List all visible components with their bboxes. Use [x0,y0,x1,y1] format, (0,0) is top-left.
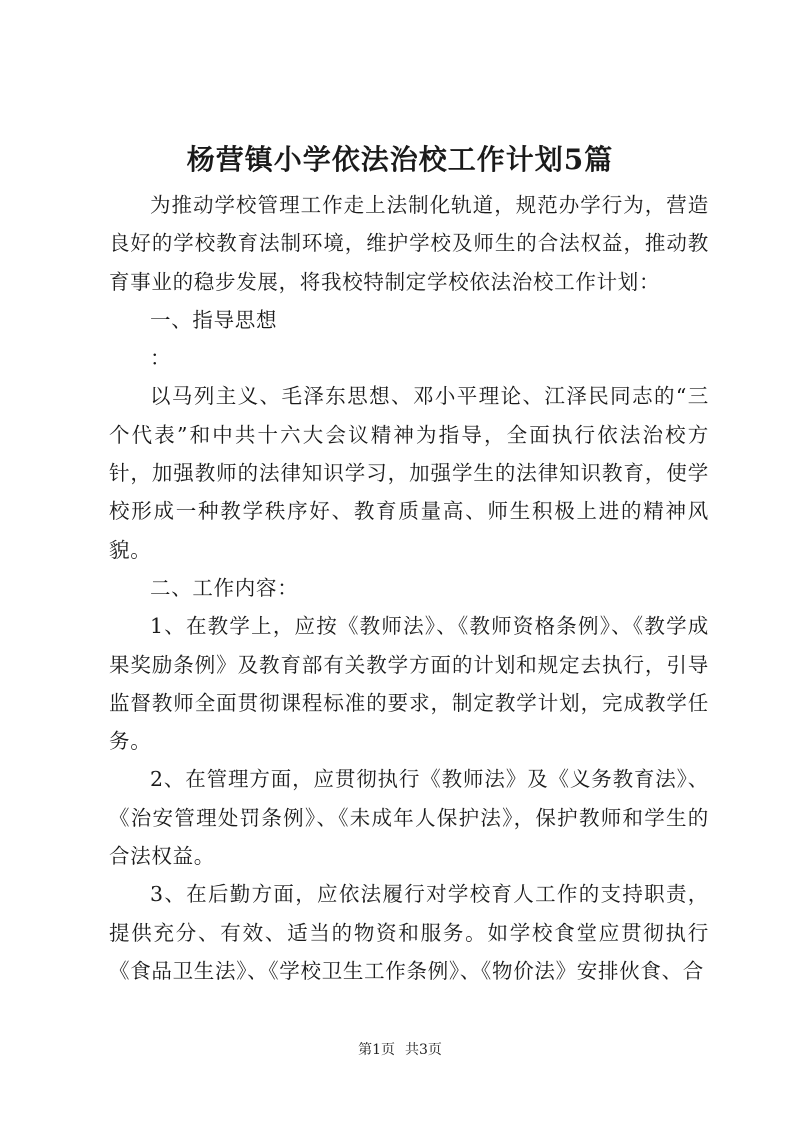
section-heading-work-content: 二、工作内容： [150,575,299,600]
work-item-teaching: 1、在教学上，应按《教师法》、《教师资格条例》、《教学成果奖励条例》及教育部有关教学方面的计划和规定去执行，引导监督教师全面贯彻课程标准的要求，制定教学计划，完成教学任务。 [109,614,709,754]
work-item-logistics: 3、在后勤方面，应依法履行对学校育人工作的支持职责，提供充分、有效、适当的物资和服务。如学校食堂应贯彻执行《食品卫生法》、《学校卫生工作条例》、《物价法》安排伙食、合 [109,882,709,983]
document-body [109,186,709,990]
page-total: 共3页 [405,1042,442,1058]
page-footer [0,1040,800,1060]
page-number: 第1页 [358,1042,395,1058]
intro-paragraph: 为推动学校管理工作走上法制化轨道，规范办学行为，营造良好的学校教育法制环境，维护学校及师生的合法权益，推动教育事业的稳步发展，将我校特制定学校依法治校工作计划： [109,193,709,294]
section-heading-guiding-ideology: 一、指导思想 [150,307,278,332]
stray-colon-line: ： [150,346,172,371]
document-title: 杨营镇小学依法治校工作计划5篇 [186,143,614,176]
work-item-management: 2、在管理方面，应贯彻执行《教师法》及《义务教育法》、《治安管理处罚条例》、《未成年人保护法》，保护教师和学生的合法权益。 [109,767,709,869]
guiding-ideology-paragraph: 以马列主义、毛泽东思想、邓小平理论、江泽民同志的“三个代表”和中共十六大会议精神为指导，全面执行依法治校方针，加强教师的法律知识学习，加强学生的法律知识教育，使学校形成一种教学秩序好、教育质量高、师生积极上进的精神风貌。 [109,384,709,562]
